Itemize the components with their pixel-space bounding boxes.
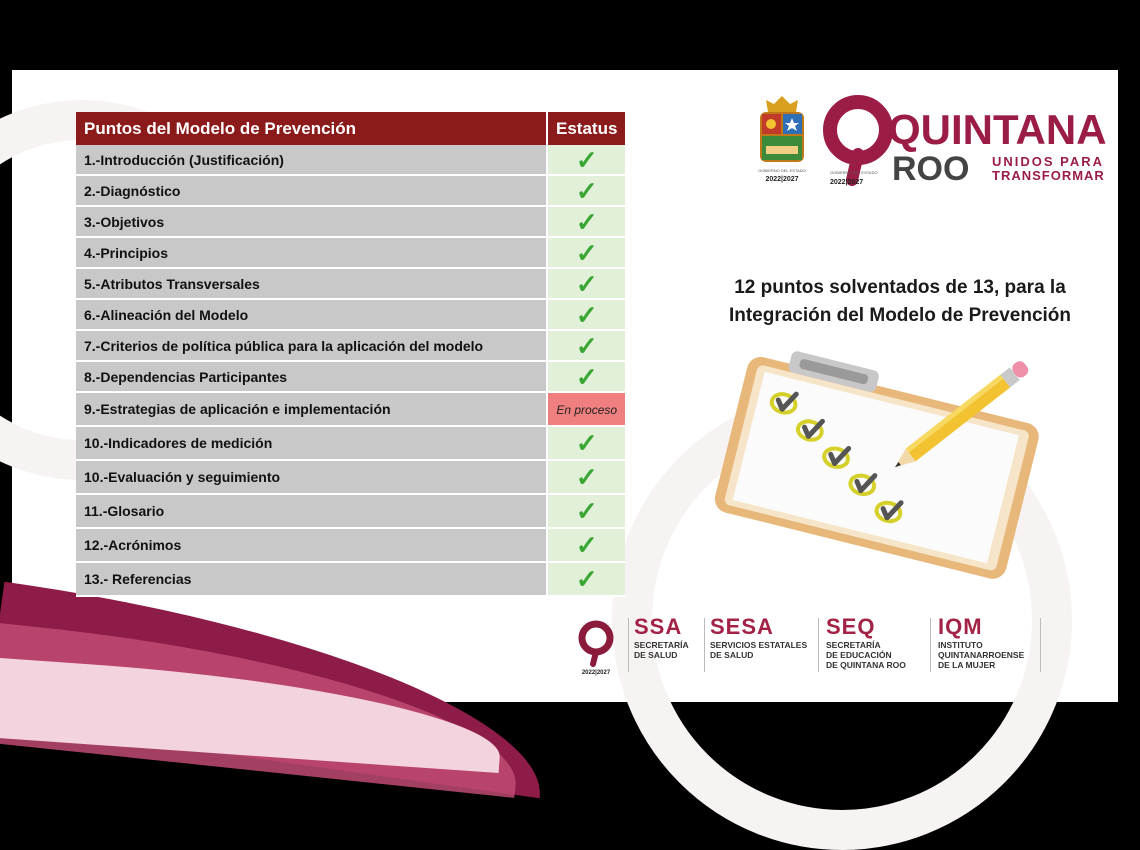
presentation-slide xyxy=(12,60,1118,702)
status-check-icon: ✓ xyxy=(546,300,625,331)
q-years: 2022|2027 xyxy=(830,179,864,186)
table-row xyxy=(76,393,625,427)
quintana-roo-logo xyxy=(822,94,1107,189)
row-label: 3.-Objetivos xyxy=(76,207,546,238)
row-label: 9.-Estrategias de aplicación e implementación xyxy=(76,393,546,427)
row-label: 8.-Dependencias Participantes xyxy=(76,362,546,393)
seal-years: 2022|2027 xyxy=(765,176,799,183)
row-label: 12.-Acrónimos xyxy=(76,529,546,563)
row-label: 6.-Alineación del Modelo xyxy=(76,300,546,331)
row-label: 7.-Criterios de política pública para la aplicación del modelo xyxy=(76,331,546,362)
status-check-icon: ✓ xyxy=(546,176,625,207)
table-row xyxy=(76,331,625,362)
org-seq: SEQ SECRETARÍA DE EDUCACIÓN DE QUINTANA ROO xyxy=(826,614,906,670)
government-logos xyxy=(752,92,1107,192)
table-row xyxy=(76,362,625,393)
status-in-progress-badge: En proceso xyxy=(546,393,625,427)
slide-top-border xyxy=(12,60,1118,70)
header-points: Puntos del Modelo de Prevención xyxy=(76,112,546,145)
row-label: 10.-Indicadores de medición xyxy=(76,427,546,461)
status-check-icon: ✓ xyxy=(546,563,625,597)
brand-line2: ROO xyxy=(892,150,970,188)
summary-headline xyxy=(700,274,1100,330)
status-check-icon: ✓ xyxy=(546,362,625,393)
status-check-icon: ✓ xyxy=(546,331,625,362)
footer-divider xyxy=(704,618,705,672)
headline-line1: 12 puntos solventados de 13, para la xyxy=(734,277,1066,298)
row-label: 10.-Evaluación y seguimiento xyxy=(76,461,546,495)
table-row xyxy=(76,269,625,300)
table-row xyxy=(76,563,625,597)
state-seal-icon xyxy=(752,92,812,187)
row-label: 11.-Glosario xyxy=(76,495,546,529)
table-row xyxy=(76,495,625,529)
footer-divider xyxy=(1040,618,1041,672)
footer-divider xyxy=(930,618,931,672)
row-label: 13.- Referencias xyxy=(76,563,546,597)
table-row xyxy=(76,145,625,176)
status-check-icon: ✓ xyxy=(546,495,625,529)
org-ssa: SSA SECRETARÍA DE SALUD xyxy=(634,614,689,660)
status-check-icon: ✓ xyxy=(546,238,625,269)
quintana-roo-q-icon xyxy=(568,612,628,682)
status-check-icon: ✓ xyxy=(546,269,625,300)
q-caption: GOBIERNO DEL ESTADO xyxy=(830,170,878,175)
seal-caption: GOBIERNO DEL ESTADO xyxy=(758,168,806,173)
row-label: 1.-Introducción (Justificación) xyxy=(76,145,546,176)
table-row xyxy=(76,207,625,238)
status-check-icon: ✓ xyxy=(546,207,625,238)
table-row xyxy=(76,176,625,207)
footer-divider xyxy=(628,618,629,672)
footer-years: 2022|2027 xyxy=(581,670,611,676)
tagline2: TRANSFORMAR xyxy=(992,168,1105,183)
clipboard-checklist-icon xyxy=(708,358,1048,568)
table-header-row xyxy=(76,112,625,145)
table-row xyxy=(76,238,625,269)
headline-line2: Integración del Modelo de Prevención xyxy=(728,305,1072,326)
institutions-footer xyxy=(568,612,1048,682)
status-check-icon: ✓ xyxy=(546,529,625,563)
row-label: 2.-Diagnóstico xyxy=(76,176,546,207)
status-check-icon: ✓ xyxy=(546,145,625,176)
tagline1: UNIDOS PARA xyxy=(992,154,1105,169)
status-check-icon: ✓ xyxy=(546,461,625,495)
org-iqm: IQM INSTITUTO QUINTANARROENSE DE LA MUJER xyxy=(938,614,1025,670)
status-check-icon: ✓ xyxy=(546,427,625,461)
row-label: 5.-Atributos Transversales xyxy=(76,269,546,300)
header-status: Estatus xyxy=(546,112,625,145)
table-row xyxy=(76,300,625,331)
prevention-model-table xyxy=(76,112,625,597)
table-row xyxy=(76,529,625,563)
table-row xyxy=(76,461,625,495)
table-row xyxy=(76,427,625,461)
org-sesa: SESA SERVICIOS ESTATALES DE SALUD xyxy=(710,614,808,660)
row-label: 4.-Principios xyxy=(76,238,546,269)
brand-line1: QUINTANA xyxy=(888,106,1107,153)
footer-divider xyxy=(818,618,819,672)
